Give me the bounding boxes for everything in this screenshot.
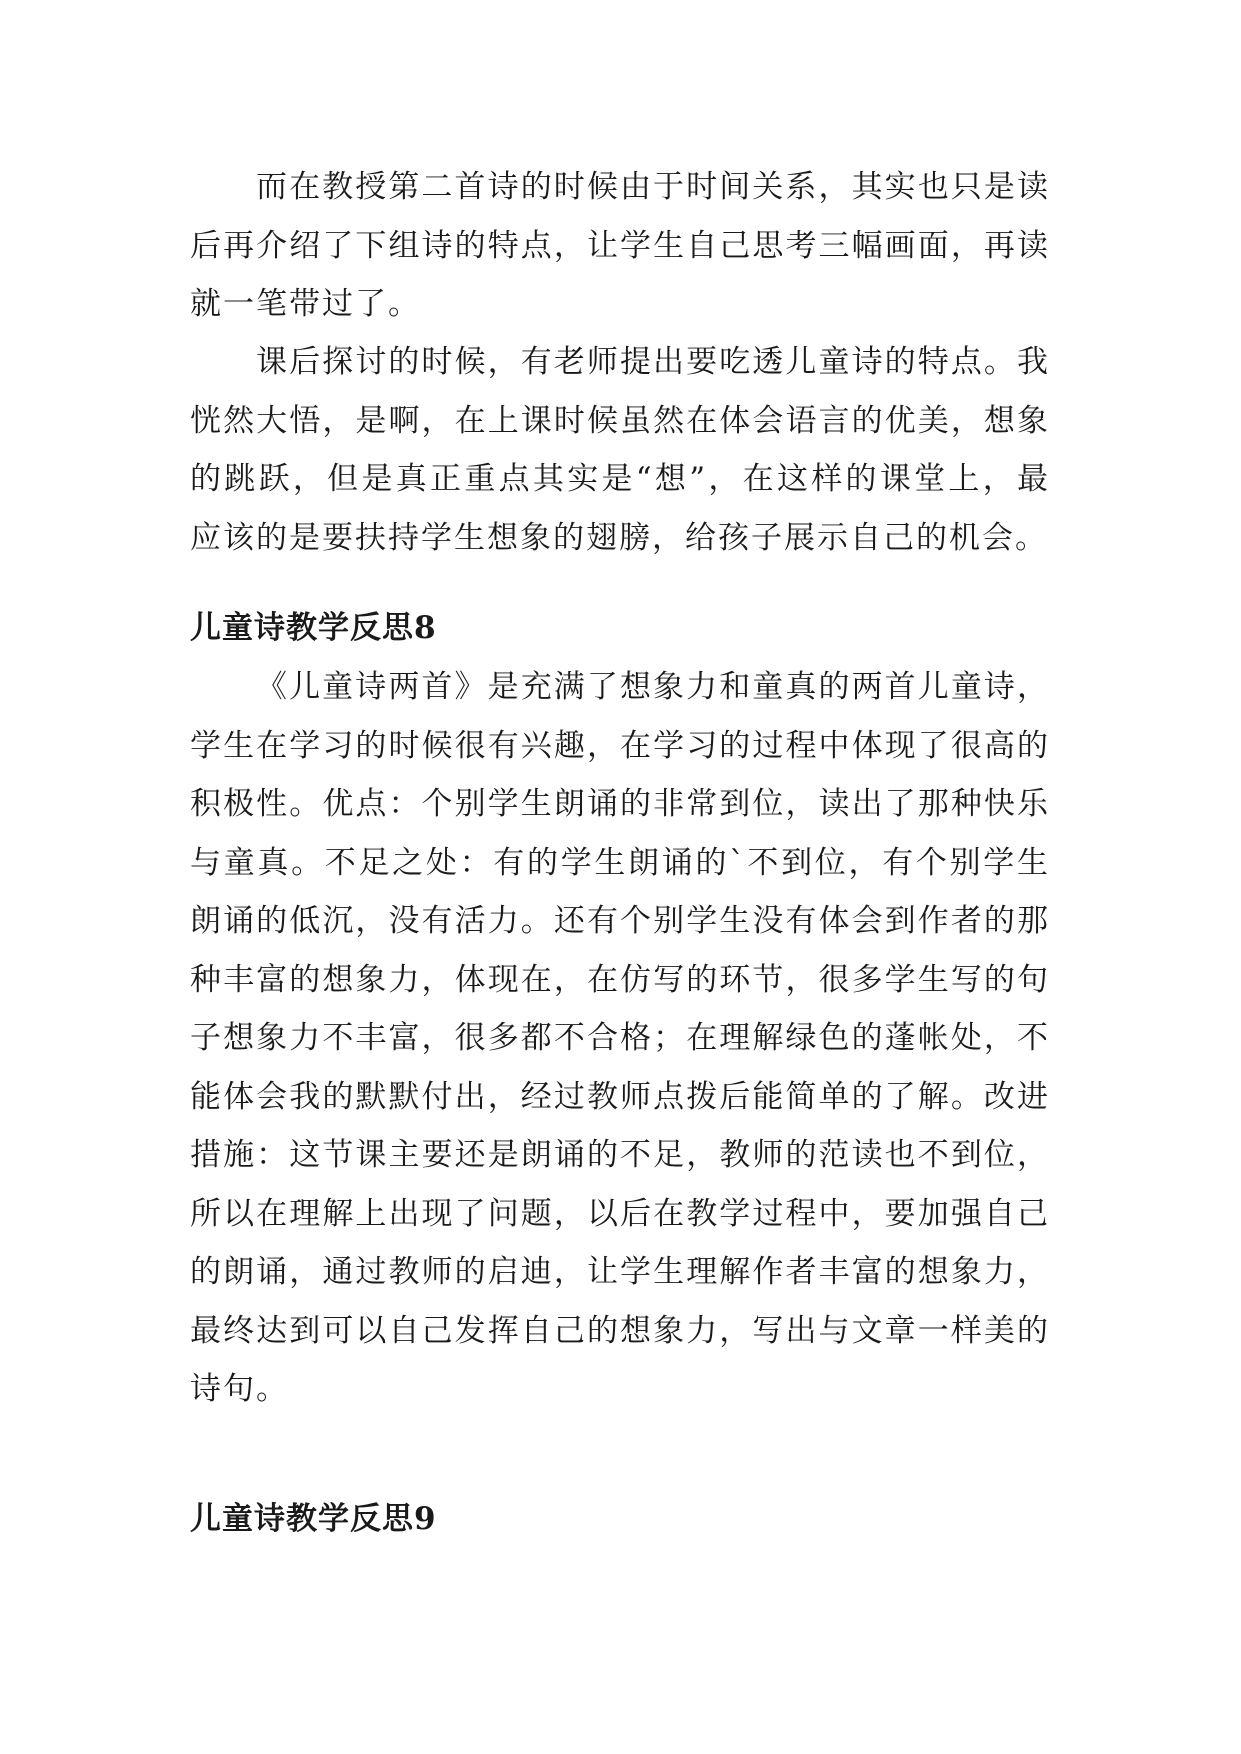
paragraph-second-poem: 而在教授第二首诗的时候由于时间关系，其实也只是读后再介绍了下组诗的特点，让学生自己思考三幅画面，再读就一笔带过了。 xyxy=(190,169,1050,322)
paragraph-after-class-discussion: 课后探讨的时候，有老师提出要吃透儿童诗的特点。我恍然大悟，是啊，在上课时候虽然在体会语言的优美，想象的跳跃，但是真正重点其实是“想”，在这样的课堂上，最应该的是要扶持学生想象的翅膀，给孩子展示自己的机会。 xyxy=(190,344,1050,556)
section-heading-9: 儿童诗教学反思9 xyxy=(190,1501,437,1537)
paragraph-section-8: 《儿童诗两首》是充满了想象力和童真的两首儿童诗，学生在学习的时候很有兴趣，在学习的过程中体现了很高的积极性。优点：个别学生朗诵的非常到位，读出了那种快乐与童真。不足之处：有的学生朗诵的`不到位，有个别学生朗诵的低沉，没有活力。还有个别学生没有体会到作者的那种丰富的想象力，体现在，在仿写的环节，很多学生写的句子想象力不丰富，很多都不合格；在理解绿色的蓬帐处，不能体会我的默默付出，经过教师点拨后能简单的了解。改进措施：这节课主要还是朗诵的不足，教师的范读也不到位，所以在理解上出现了问题，以后在教学过程中，要加强自己的朗诵，通过教师的启迪，让学生理解作者丰富的想象力，最终达到可以自己发挥自己的想象力，写出与文章一样美的诗句。 xyxy=(190,669,1050,1407)
section-heading-8: 儿童诗教学反思8 xyxy=(190,610,437,646)
